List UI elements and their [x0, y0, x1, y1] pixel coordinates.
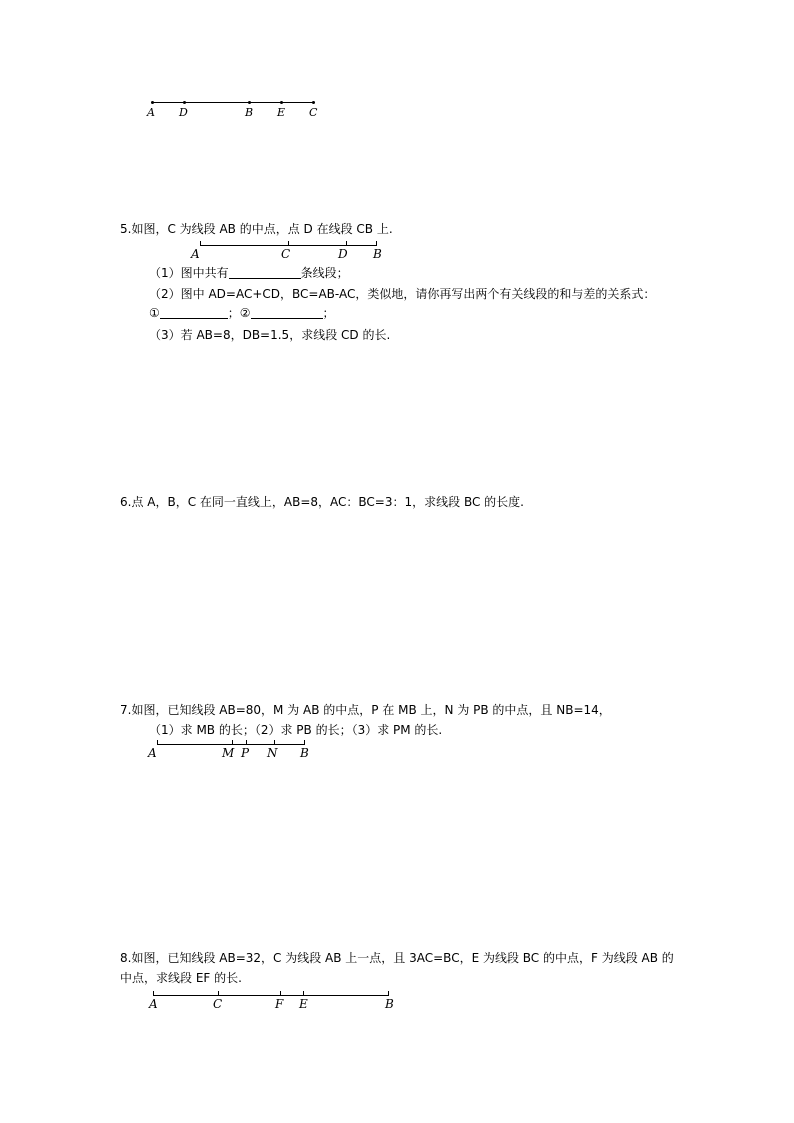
- point-label: A: [148, 746, 157, 760]
- point-label: F: [275, 997, 284, 1011]
- point-label: D: [179, 106, 188, 119]
- point-label: M: [222, 746, 235, 760]
- question-stem-line-2: 中点，求线段 EF 的长.: [120, 971, 242, 985]
- segment-line: [152, 102, 313, 103]
- point-tick: [288, 241, 289, 246]
- point-label: N: [267, 746, 278, 760]
- point-label: C: [309, 106, 318, 119]
- question-stem: 7.如图，已知线段 AB=80，M 为 AB 的中点，P 在 MB 上，N 为 PB 的中点，且 NB=14，: [120, 703, 611, 717]
- point-tick: [232, 740, 233, 745]
- point-label: P: [241, 746, 250, 760]
- point-label: E: [277, 106, 286, 119]
- point-tick: [346, 241, 347, 246]
- question-stem: 5.如图，C 为线段 AB 的中点，点 D 在线段 CB 上.: [120, 222, 393, 236]
- question-stem: 6.点 A，B，C 在同一直线上，AB=8，AC：BC=3：1，求线段 BC 的长度.: [120, 495, 524, 509]
- answer-blank[interactable]: [251, 307, 323, 319]
- answer-blank[interactable]: [229, 267, 301, 279]
- point-label: C: [213, 997, 223, 1011]
- question-sub: （1）求 MB 的长；（2）求 PB 的长；（3）求 PM 的长.: [149, 723, 443, 737]
- point-tick: [303, 991, 304, 996]
- point-label: A: [191, 247, 200, 261]
- point-label: E: [299, 997, 308, 1011]
- point-label: B: [385, 997, 394, 1011]
- separator: ；: [322, 306, 335, 320]
- segment-line: [157, 744, 305, 745]
- point-tick: [246, 740, 247, 745]
- question-part-1: [149, 266, 349, 280]
- point-label: B: [245, 106, 254, 119]
- answer-blank[interactable]: [160, 307, 228, 319]
- point-label: C: [281, 247, 291, 261]
- point-tick: [274, 740, 275, 745]
- point-label: A: [149, 997, 158, 1011]
- separator: ；: [227, 306, 240, 320]
- question-part-2-blanks: [149, 306, 335, 320]
- question-part-3: （3）若 AB=8，DB=1.5，求线段 CD 的长.: [149, 328, 391, 342]
- point-tick: [376, 241, 377, 246]
- circle-number: ②: [239, 306, 251, 320]
- point-dot: [280, 101, 283, 104]
- point-label: D: [338, 247, 348, 261]
- point-label: B: [300, 746, 309, 760]
- point-dot: [248, 101, 251, 104]
- circle-number: ①: [149, 306, 160, 320]
- point-tick: [157, 740, 158, 745]
- point-dot: [312, 101, 315, 104]
- point-label: B: [373, 247, 382, 261]
- point-dot: [183, 101, 186, 104]
- point-tick: [304, 740, 305, 745]
- point-tick: [200, 241, 201, 246]
- part-text: （1）图中共有: [149, 266, 229, 280]
- point-tick: [153, 991, 154, 996]
- point-dot: [151, 101, 154, 104]
- point-tick: [280, 991, 281, 996]
- segment-line: [153, 995, 389, 996]
- point-tick: [388, 991, 389, 996]
- part-text: 条线段；: [300, 266, 349, 280]
- question-part-2: （2）图中 AD=AC+CD，BC=AB-AC，类似地，请你再写出两个有关线段的和与差的关系式：: [149, 287, 656, 301]
- question-stem-line-1: 8.如图，已知线段 AB=32，C 为线段 AB 上一点，且 3AC=BC，E 为线段 BC 的中点，F 为线段 AB 的: [120, 951, 674, 965]
- point-label: A: [147, 106, 155, 119]
- point-tick: [218, 991, 219, 996]
